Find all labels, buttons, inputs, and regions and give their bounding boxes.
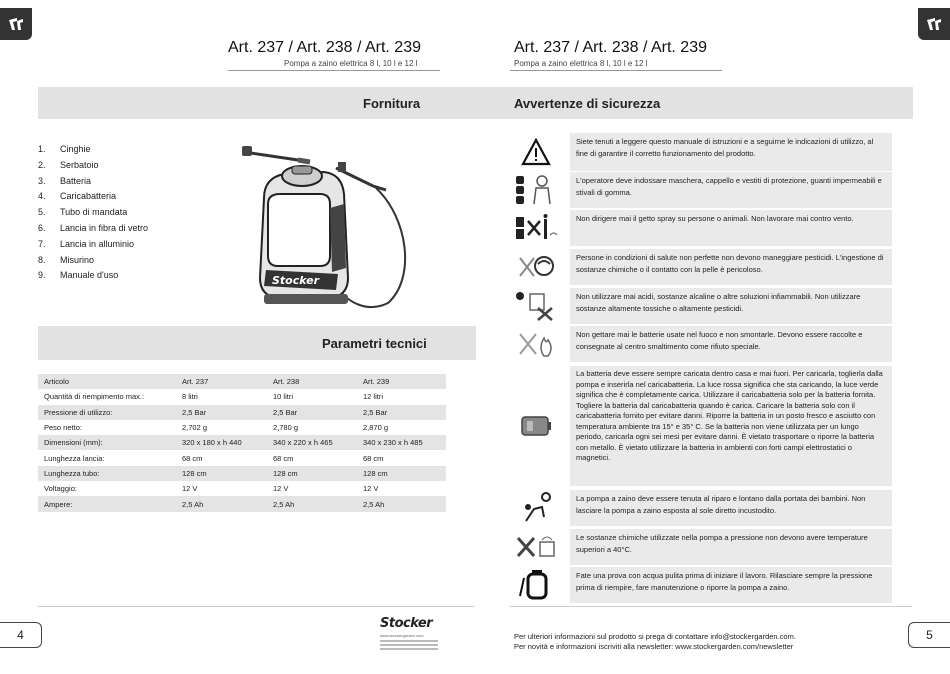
warning-text-8: La pompa a zaino deve essere tenuta al riparo e lontano dalla portata dei bambini. Non lasciare la pompa a zaino esposta al sole diretto incustodito. (570, 490, 892, 526)
table-row: Peso netto: 2,702 g 2,780 g 2,870 g (38, 420, 446, 435)
params-heading: Parametri tecnici (322, 336, 427, 351)
warning-text-7: La batteria deve essere sempre caricata dentro casa e mai fuori. Per caricarla, toglierla dalla pompa e inserirla nel caricabatteria. La luce rossa significa che sta caricando, la luce verde significa che è completamente carica. Utilizzare il caricabatteria solo per la batteria fornita. Togliere la batteria dal caricabatteria quando è carica. Caricare la batteria solo con il caricabatteria fornito per evitare danni. Riporre la batteria in un posto fresco e asciutto con temperatura ambiente tra 15° e 35° C. Se la batteria non viene utilizzata per un lungo periodo, caricarla ogni sei mesi per evitare danni. È vietato trasportare o riporre la batteria con metallo. È vietato utilizzare la batteria in ambienti con forti campi elettrostatici o magnetici. (570, 366, 892, 486)
list-item: 6. Lancia in fibra di vetro (38, 222, 149, 233)
footer-logo-url: www.stockergarden.com (380, 633, 424, 638)
left-header-title: Art. 237 / Art. 238 / Art. 239 (228, 39, 421, 56)
list-item: 8. Misurino (38, 254, 95, 265)
table-row: Dimensioni (mm): 320 x 180 x h 440 340 x 220 x h 465 340 x 230 x h 485 (38, 435, 446, 450)
brand-mark-icon (6, 14, 26, 34)
no-spray-people-icon (512, 210, 560, 246)
no-heat-icon (512, 529, 560, 565)
right-header-title: Art. 237 / Art. 238 / Art. 239 (514, 39, 707, 56)
footer-newsletter-line: Per novità e informazioni iscriviti alla newsletter: www.stockergarden.com/newsletter (514, 642, 794, 651)
protective-gear-icon (512, 172, 560, 208)
footer-rule-right (510, 606, 912, 607)
warning-text-10: Fate una prova con acqua pulita prima di iniziare il lavoro. Rilasciare sempre la pressione prima di riempire, fare manutenzione o riporre la pompa a zaino. (570, 567, 892, 603)
backpack-sprayer-illustration (238, 138, 420, 310)
no-fire-battery-icon (512, 326, 560, 362)
child-safety-icon (512, 490, 560, 526)
footer-contact-line: Per ulteriori informazioni sul prodotto si prega di contattare info@stockergarden.com. (514, 632, 796, 641)
list-item: 7. Lancia in alluminio (38, 238, 135, 249)
footer-logo-stripes (380, 640, 438, 652)
warning-text-2: L'operatore deve indossare maschera, cappello e vestiti di protezione, guanti impermeabili e stivali di gomma. (570, 172, 892, 208)
warning-text-1: Siete tenuti a leggere questo manuale di istruzioni e a seguirne le indicazioni di utilizzo, al fine di garantire il corretto funzionamento del prodotto. (570, 133, 892, 171)
technical-params-table (38, 374, 446, 512)
table-row: Lunghezza lancia: 68 cm 68 cm 68 cm (38, 450, 446, 465)
left-header-rule (228, 70, 440, 71)
product-brand-label: Stocker (272, 274, 320, 287)
list-item: 9. Manuale d'uso (38, 270, 119, 281)
warning-text-4: Persone in condizioni di salute non perfette non devono maneggiare pesticidi. L'ingestione di sostanze chimiche o il contatto con la pelle è pericoloso. (570, 249, 892, 285)
list-item: 4. Caricabatteria (38, 191, 117, 202)
warning-text-9: Le sostanze chimiche utilizzate nella pompa a pressione non devono avere temperature superiori a 40°C. (570, 529, 892, 565)
table-row: Articolo Art. 237 Art. 238 Art. 239 (38, 374, 446, 389)
footer-logo: Stocker (380, 616, 433, 631)
no-unhealthy-persons-icon (512, 249, 560, 285)
table-row: Pressione di utilizzo: 2,5 Bar 2,5 Bar 2,5 Bar (38, 405, 446, 420)
warning-text-6: Non gettare mai le batterie usate nel fuoco e non smontarle. Devono essere raccolte e consegnate al centro smaltimento come rifiuto speciale. (570, 326, 892, 362)
left-header-subtitle: Pompa a zaino elettrica 8 l, 10 l e 12 l (284, 59, 418, 68)
page-number-right: 5 (908, 622, 950, 648)
avvertenze-heading: Avvertenze di sicurezza (514, 96, 661, 111)
right-header-subtitle: Pompa a zaino elettrica 8 l, 10 l e 12 l (514, 59, 648, 68)
battery-icon (512, 366, 560, 486)
right-header-rule (510, 70, 722, 71)
section-band (38, 87, 913, 119)
brand-corner-badge-left (0, 8, 32, 40)
no-flammable-icon (512, 288, 560, 324)
brand-mark-icon (924, 14, 944, 34)
list-item: 1. Cinghie (38, 144, 91, 154)
warning-text-3: Non dirigere mai il getto spray su persone o animali. Non lavorare mai contro vento. (570, 210, 892, 246)
list-item: 3. Batteria (38, 175, 92, 186)
table-row: Voltaggio: 12 V 12 V 12 V (38, 481, 446, 496)
fornitura-heading: Fornitura (363, 96, 421, 111)
brand-corner-badge-right (918, 8, 950, 40)
warning-triangle-icon (512, 133, 560, 171)
list-item: 5. Tubo di mandata (38, 207, 128, 218)
water-test-icon (512, 567, 560, 603)
table-row: Ampere: 2,5 Ah 2,5 Ah 2,5 Ah (38, 496, 446, 511)
table-row: Lunghezza tubo: 128 cm 128 cm 128 cm (38, 466, 446, 481)
footer-rule-left (38, 606, 474, 607)
table-row: Quantità di riempimento max.: 8 litri 10 litri 12 litri (38, 389, 446, 404)
list-item: 2. Serbatoio (38, 159, 99, 170)
page-number-left: 4 (0, 622, 42, 648)
warning-text-5: Non utilizzare mai acidi, sostanze alcaline o altre soluzioni infiammabili. Non utilizzare sostanze altamente tossiche o altamente pesticidi. (570, 288, 892, 324)
parts-list (38, 144, 218, 286)
